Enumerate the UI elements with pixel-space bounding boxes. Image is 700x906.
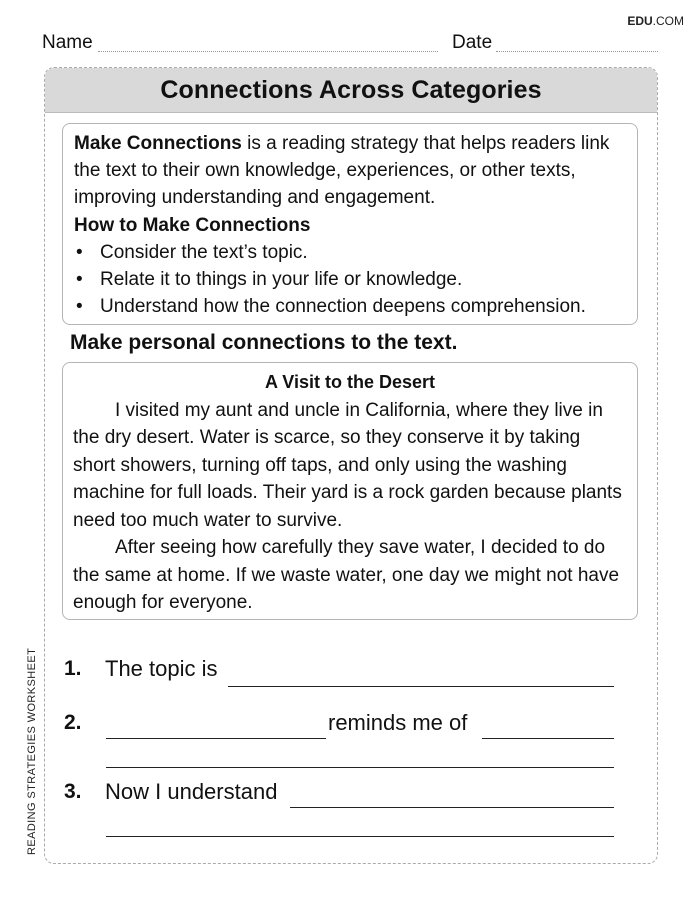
side-label: READING STRATEGIES WORKSHEET	[26, 647, 38, 855]
question-2-blank-line[interactable]	[106, 738, 326, 739]
question-1-number: 1.	[64, 657, 82, 680]
question-1-answer-line[interactable]	[228, 686, 614, 687]
instruction: Make personal connections to the text.	[70, 331, 458, 354]
question-3-answer-line[interactable]	[290, 807, 614, 808]
date-label: Date	[452, 32, 493, 53]
question-2-answer-line[interactable]	[482, 738, 614, 739]
steps-list	[74, 239, 625, 321]
question-3-number: 3.	[64, 780, 82, 803]
question-2-prompt: reminds me of	[328, 710, 468, 735]
list-item: • Consider the text’s topic.	[74, 239, 625, 266]
story-box	[62, 362, 638, 620]
story-paragraph: After seeing how carefully they save water, I decided to do the same at home. If we waste water, one day we might not have enough for everyone.	[73, 537, 620, 613]
list-item: • Understand how the connection deepens comprehension.	[74, 293, 625, 320]
question-2-number: 2.	[64, 711, 82, 734]
brand-edu: EDU	[627, 14, 653, 28]
question-3-prompt: Now I understand	[105, 779, 278, 804]
definition-box	[62, 123, 638, 325]
definition-term: Make Connections	[74, 133, 242, 154]
question-3-answer-line-2[interactable]	[106, 836, 614, 837]
story-title: A Visit to the Desert	[264, 372, 436, 392]
worksheet-title: Connections Across Categories	[45, 68, 657, 113]
date-field[interactable]	[496, 51, 658, 52]
list-item: • Relate it to things in your life or knowledge.	[74, 266, 625, 293]
story-paragraph: I visited my aunt and uncle in California, where they live in the dry desert. Water is scarce, so they conserve it by taking short showers, turning off taps, and only using the washing machine for full loads. Their yard is a rock garden because plants need too much water to survive.	[73, 399, 622, 531]
how-heading: How to Make Connections	[74, 214, 311, 236]
brand-com: .COM	[652, 14, 684, 28]
question-1-prompt: The topic is	[105, 656, 218, 681]
definition-text	[74, 130, 625, 212]
name-label: Name	[42, 32, 93, 53]
name-field[interactable]	[98, 51, 438, 52]
question-2-answer-line-2[interactable]	[106, 767, 614, 768]
definition-body: is a reading strategy that helps readers link the text to their own knowledge, experiences, or other texts, improving understanding and engagement.	[74, 133, 610, 209]
brand-logo	[627, 14, 684, 28]
